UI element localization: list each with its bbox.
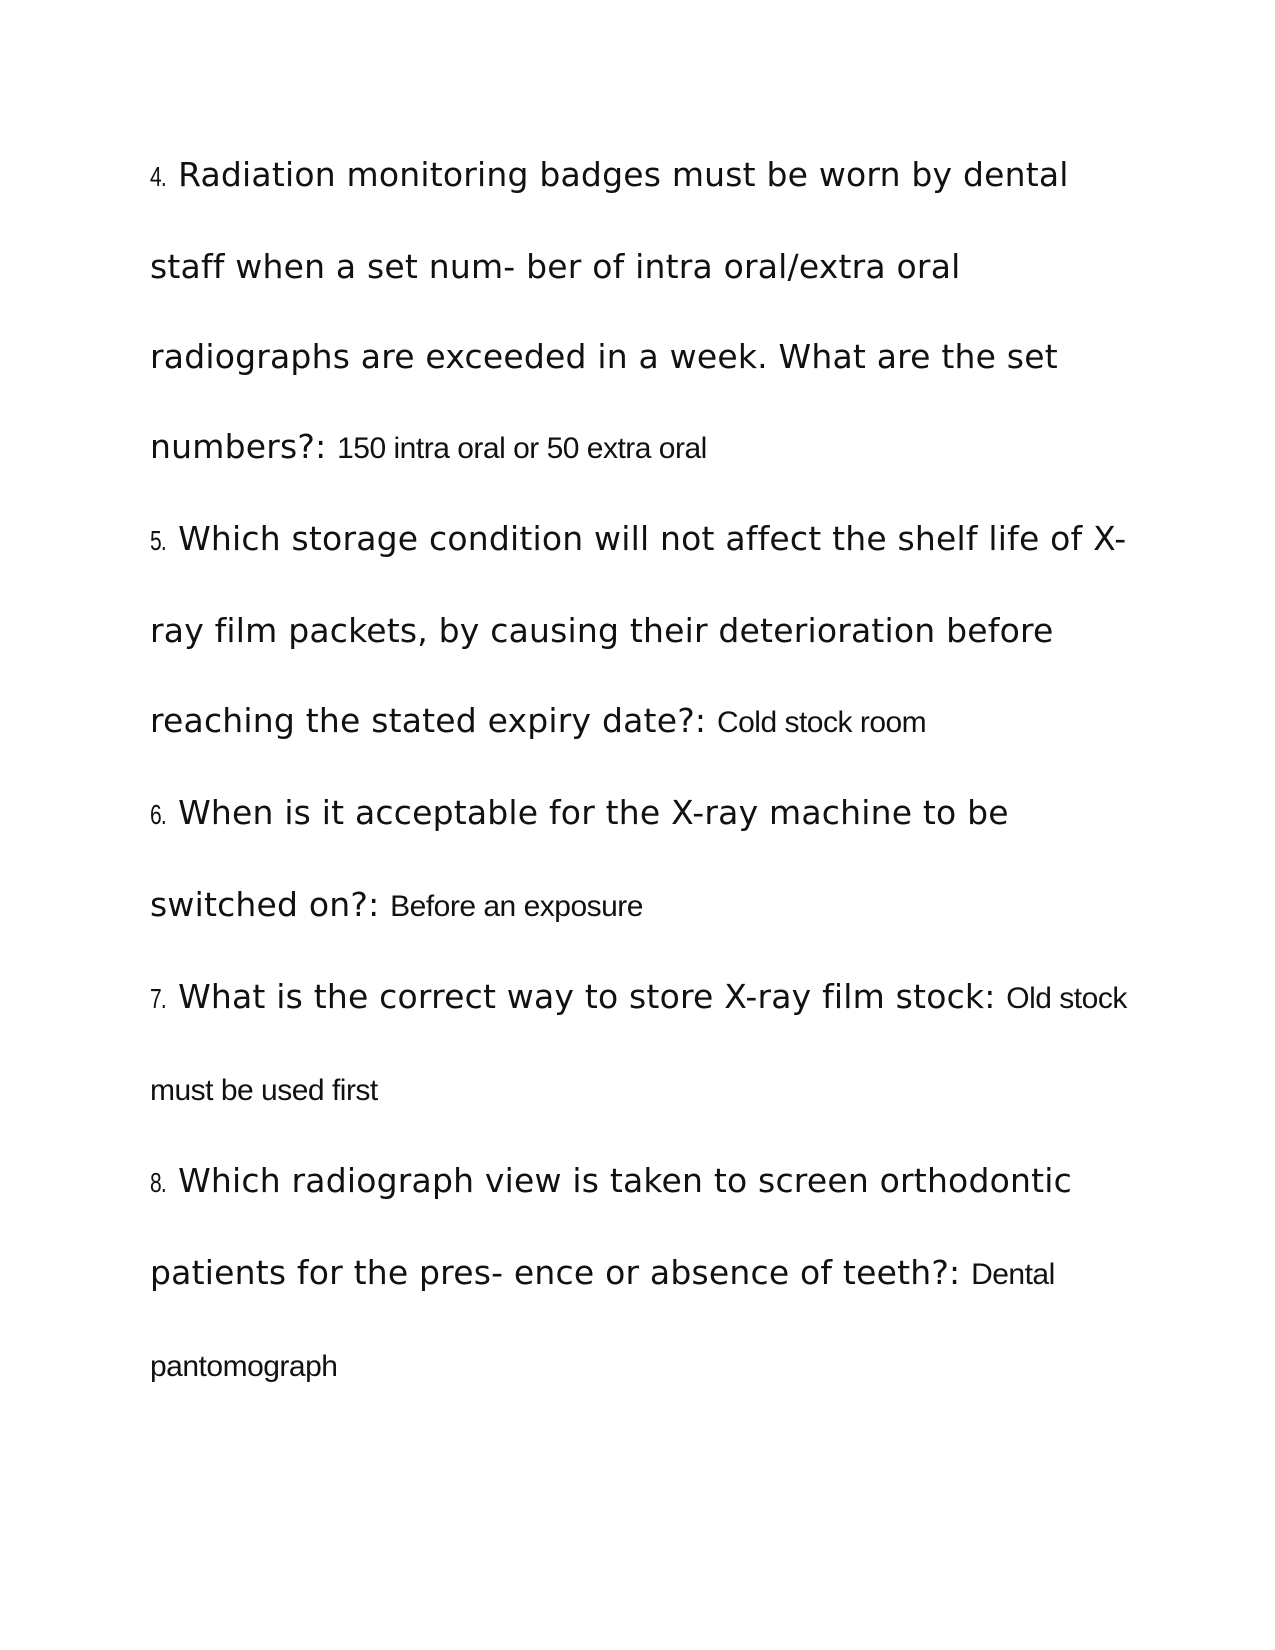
question-number: 6. [150,799,167,830]
question-item-8 [150,1136,1130,1412]
document-page [150,130,1130,1412]
answer-text: Cold stock room [716,706,927,739]
question-text: Which storage condition will not affect the shelf life of X-ray film packets, by causing their deterioration before reaching the stated expiry date?: [150,519,1127,740]
question-number: 4. [150,161,167,192]
question-number: 7. [150,983,167,1014]
answer-text: 150 intra oral or 50 extra oral [337,432,707,465]
question-item-5 [150,494,1130,768]
question-number: 5. [150,525,167,556]
question-text: When is it acceptable for the X-ray machine to be switched on?: [150,793,1009,924]
answer-text: Before an exposure [390,890,643,923]
question-text: What is the correct way to store X-ray film stock: [178,977,996,1016]
answer-text: Dental pantomograph [150,1258,1055,1383]
question-text: Radiation monitoring badges must be worn by dental staff when a set num- ber of intra oral/extra oral radiographs are exceeded in a week. What are the set numbers?: [150,155,1069,466]
question-number: 8. [150,1167,167,1198]
question-item-7 [150,952,1130,1136]
question-item-4 [150,130,1130,494]
question-item-6 [150,768,1130,952]
answer-text: Old stock must be used first [150,982,1127,1107]
question-text: Which radiograph view is taken to screen orthodontic patients for the pres- ence or absence of teeth?: [150,1161,1072,1292]
